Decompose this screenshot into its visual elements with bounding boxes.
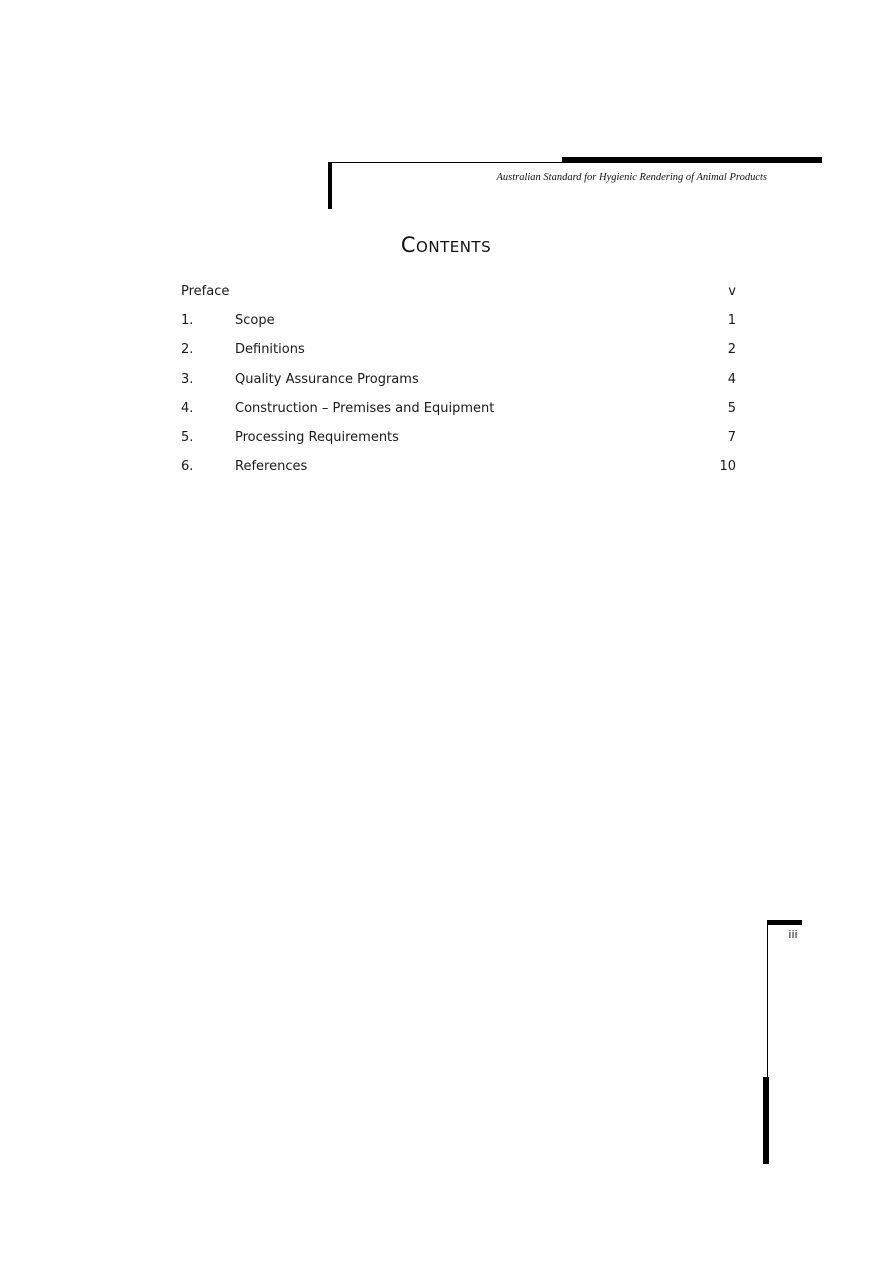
toc-label: Construction – Premises and Equipment <box>235 400 495 416</box>
toc-label: References <box>235 459 308 475</box>
running-header: Australian Standard for Hygienic Rendering of Animal Products <box>496 172 767 183</box>
toc-page: 10 <box>719 459 736 475</box>
toc-label: Definitions <box>235 342 305 358</box>
toc-label: Processing Requirements <box>235 429 399 445</box>
toc-page: 2 <box>727 342 736 358</box>
toc-row[interactable] <box>181 401 737 430</box>
page-number: iii <box>788 928 798 941</box>
toc-number: 4. <box>181 400 194 416</box>
toc-number: 1. <box>181 313 194 329</box>
toc-row[interactable] <box>181 372 737 401</box>
toc-number: 5. <box>181 429 194 445</box>
toc-label: Scope <box>235 313 275 329</box>
toc-number: 6. <box>181 459 194 475</box>
toc-row[interactable] <box>181 342 737 371</box>
toc-number: 3. <box>181 371 194 387</box>
toc-label: Preface <box>181 284 230 299</box>
toc-row[interactable] <box>181 459 737 488</box>
footer-tab-rule <box>767 920 802 925</box>
footer-bar <box>763 1077 769 1164</box>
toc-page: 7 <box>727 429 736 445</box>
toc-page: 4 <box>727 371 736 387</box>
header-rule-vertical <box>328 162 332 209</box>
table-of-contents <box>181 284 737 488</box>
header-rule-thick <box>562 157 822 163</box>
toc-number: 2. <box>181 342 194 358</box>
toc-row[interactable] <box>181 430 737 459</box>
toc-page: 1 <box>727 313 736 329</box>
toc-page: 5 <box>727 400 736 416</box>
footer-rule-vertical <box>767 920 768 1080</box>
toc-page: v <box>728 284 736 299</box>
toc-label: Quality Assurance Programs <box>235 371 419 387</box>
toc-row[interactable] <box>181 313 737 342</box>
toc-row-preface[interactable] <box>181 284 737 313</box>
page-title: Contents <box>400 233 492 257</box>
